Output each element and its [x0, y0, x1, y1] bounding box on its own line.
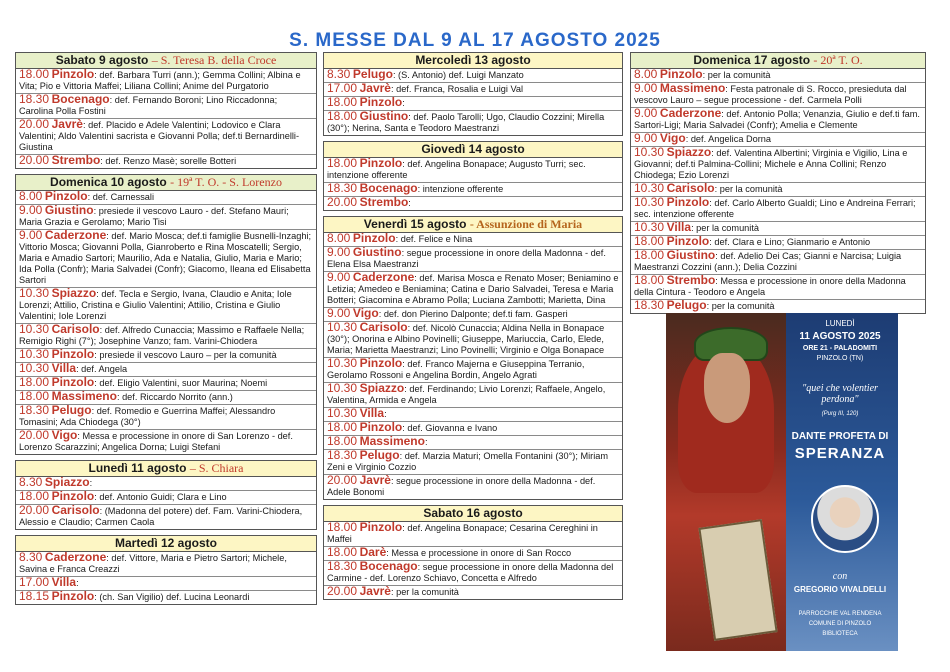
mass-intentions: def. Tecla e Sergio, Ivana, Claudio e Anita; Iole Lorenzi; Attilio, Cristina e Giulio Valentini; Attilio, Cristina e Giulio Valentini; Iole Lorenzi: [19, 289, 292, 321]
mass-intentions: def. Antonio Guidi; Clara e Lino: [99, 492, 227, 502]
mass-time: 10.30: [19, 322, 50, 336]
mass-place: Pinzolo: [51, 489, 95, 503]
mass-place: Caderzone: [659, 106, 722, 120]
mass-time: 18.00: [327, 156, 358, 170]
mass-time: 18.00: [19, 375, 50, 389]
poster-word: SPERANZA: [794, 445, 886, 462]
day-title: Lunedì 11 agosto: [88, 461, 187, 475]
mass-intentions: per la comunità: [719, 184, 783, 194]
mass-intentions: def. Romedio e Guerrina Maffei; Alessandro Tomasini; Ada Chiodega (30°): [19, 406, 276, 427]
mass-place: Javrè: [359, 584, 391, 598]
mass-place: Pinzolo: [666, 234, 710, 248]
mass-entry: 10.30 Villa: per la comunità: [631, 222, 925, 236]
mass-time: 10.30: [327, 381, 358, 395]
mass-time: 9.00: [19, 228, 43, 242]
day-feast: – S. Teresa B. della Croce: [151, 53, 277, 67]
mass-place: Strembo: [359, 195, 409, 209]
mass-intentions: segue processione in onore della Madonna del Carmine - def. Lorenzo Schiavo, Concetta e Alfredo: [327, 562, 614, 583]
mass-intentions: per la comunità: [711, 301, 775, 311]
mass-time: 18.00: [19, 489, 50, 503]
mass-place: Pinzolo: [359, 520, 403, 534]
mass-place: Villa: [51, 361, 77, 375]
mass-intentions: segue processione in onore della Madonna - def. Elena Elsa Maestranzi: [327, 248, 606, 269]
mass-intentions: def. don Pierino Dalponte; def.ti fam. Gasperi: [383, 309, 568, 319]
poster-place: PINZOLO (TN): [816, 355, 864, 362]
mass-entry: 18.30 Pelugo: per la comunità: [634, 298, 775, 312]
mass-place: Pelugo: [666, 298, 707, 312]
mass-place: Massimeno: [51, 389, 117, 403]
mass-place: Carisolo: [359, 320, 408, 334]
mass-entry: 10.30 Villa:: [324, 408, 622, 422]
mass-time: 18.00: [327, 520, 358, 534]
mass-entry: 8.00 Pinzolo: def. Carnessali: [16, 191, 316, 205]
mass-entry: 10.30 Carisolo: def. Nicolò Cunaccia; Aldina Nella in Bonapace (30°); Onorina e Albino Povinelli; Giuseppe, Mariuccia, Carlo, Elede, Maria; Marietta Maestranzi; Lino Povinelli; Virginio e Olga Bonapace: [324, 322, 622, 358]
mass-entry: 18.15 Pinzolo: (ch. San Vigilio) def. Lucina Leonardi: [19, 589, 250, 603]
mass-place: Caderzone: [44, 550, 107, 564]
day-feast: - 19ª T. O. - S. Lorenzo: [170, 175, 282, 189]
poster-ref: (Purg III, 120): [821, 411, 859, 417]
mass-entry: 18.00 Darè: Messa e processione in onore di San Rocco: [324, 547, 622, 561]
mass-intentions: def. Valentina Albertini; Virginia e Vigilio, Lina e Giovanni; def.ti Palmina-Collini; Michele e Anna Collini; Renzo Chiodega; Ezio Lorenzi: [634, 148, 908, 180]
mass-entry: 18.00 Massimeno: def. Riccardo Norrito (ann.): [16, 391, 316, 405]
mass-entry: 20.00 Javrè: per la comunità: [327, 584, 459, 598]
mass-place: Bocenago: [51, 92, 110, 106]
mass-entry: 18.00 Pinzolo: def. Barbara Turri (ann.); Gemma Collini; Albina e Vita; Pio e Vittoria Maffei; Liliana Collini; Anime del Purgatorio: [16, 69, 316, 94]
mass-place: Caderzone: [352, 270, 415, 284]
mass-time: 18.00: [327, 95, 358, 109]
mass-time: 18.15: [19, 589, 50, 603]
mass-place: Spiazzo: [51, 286, 97, 300]
mass-place: Bocenago: [359, 559, 418, 573]
day-box: [323, 52, 623, 136]
mass-entry: 10.30 Pinzolo: def. Franco Majerna e Giuseppina Terranio, Gerolamo Rossoni e Angelina Bordin, Angelo Agrati: [324, 358, 622, 383]
mass-time: 18.30: [19, 403, 50, 417]
day-title: Sabato 16 agosto: [423, 506, 523, 520]
mass-time: 18.00: [327, 545, 358, 559]
day-title: Martedì 12 agosto: [114, 536, 218, 550]
mass-intentions: def. Ferdinando; Livio Lorenzi; Raffaele, Angelo, Valentina, Armida e Angela: [327, 384, 606, 405]
mass-entry: 9.00 Vigo: def. don Pierino Dalponte; def.ti fam. Gasperi: [324, 308, 622, 322]
mass-entry: 20.00 Carisolo: (Madonna del potere) def. Fam. Varini-Chiodera, Alessio e Claudio; Carmen Caola: [19, 503, 303, 527]
mass-entry: 18.00 Pinzolo: def. Angelina Bonapace; Cesarina Cereghini in Maffei: [324, 522, 622, 547]
mass-intentions: def. Nicolò Cunaccia; Aldina Nella in Bonapace (30°); Onorina e Albino Povinelli; Giuseppe, Mariuccia, Carlo, Elede, Maria; Marietta Maestranzi; Lino Povinelli; Virginio e Olga Bonapace: [327, 323, 605, 355]
mass-time: 10.30: [634, 220, 665, 234]
mass-time: 18.30: [634, 298, 665, 312]
day-title: Domenica 17 agosto: [693, 53, 811, 67]
mass-time: 20.00: [19, 503, 50, 517]
mass-entry: 10.30 Carisolo: def. Alfredo Cunaccia; Massimo e Raffaele Nella; Remigio Righi (7°); Josephine Vanzo; fam. Varini-Chiodera: [16, 324, 316, 349]
mass-entry: 9.00 Giustino: segue processione in onore della Madonna - def. Elena Elsa Maestranzi: [324, 247, 622, 272]
mass-place: Bocenago: [359, 181, 418, 195]
mass-entry: 18.30 Bocenago: def. Fernando Boroni; Lino Riccadonna; Carolina Polla Fostini: [16, 94, 316, 119]
mass-time: 9.00: [327, 306, 351, 320]
mass-time: 20.00: [327, 584, 358, 598]
mass-place: Massimeno: [359, 434, 425, 448]
speaker-photo: [811, 485, 879, 553]
mass-time: 10.30: [327, 406, 358, 420]
mass-time: 20.00: [19, 117, 50, 131]
mass-time: 18.00: [327, 109, 358, 123]
mass-time: 10.30: [327, 356, 358, 370]
mass-intentions: Messa e processione in onore di San Rocco: [391, 548, 572, 558]
mass-entry: 9.00 Caderzone: def. Antonio Polla; Venanzia, Giulio e def.ti fam. Sartori-Ligi; Maria Salvadei (Confr); Amelia e Clemente: [631, 108, 925, 133]
mass-time: 18.30: [327, 559, 358, 573]
mass-intentions: def. Placido e Adele Valentini; Lodovico e Clara Valentini; Aldo Valentini sacrista e Giovanni Polla; def.ti Bernardinelli-Giustina: [19, 120, 300, 152]
mass-entry: 10.30 Pinzolo: def. Carlo Alberto Gualdi; Lino e Andreina Ferrari; sec. intenzione offerente: [631, 197, 925, 222]
mass-time: 10.30: [327, 320, 358, 334]
mass-entry: 20.00 Javrè: segue processione in onore della Madonna - def. Adele Bonomi: [327, 473, 596, 497]
mass-time: 18.00: [634, 273, 665, 287]
book-icon: [698, 519, 777, 641]
day-box: [323, 216, 623, 500]
mass-place: Giustino: [44, 203, 94, 217]
day-title: Giovedì 14 agosto: [421, 142, 525, 156]
mass-intentions: def. Alfredo Cunaccia; Massimo e Raffaele Nella; Remigio Righi (7°); Josephine Vanzo; fam. Varini-Chiodera: [19, 325, 305, 346]
mass-time: 9.00: [634, 131, 658, 145]
mass-intentions: segue processione in onore della Madonna - def. Adele Bonomi: [327, 476, 596, 497]
mass-entry: 18.00 Pinzolo: def. Antonio Guidi; Clara e Lino: [16, 491, 316, 505]
day-title: Mercoledì 13 agosto: [415, 53, 531, 67]
mass-intentions: def. Angelina Bonapace; Augusto Turri; sec. intenzione offerente: [327, 159, 586, 180]
mass-place: Spiazzo: [666, 145, 712, 159]
mass-place: Pinzolo: [51, 375, 95, 389]
mass-entry: 18.00 Pinzolo: def. Giovanna e Ivano: [324, 422, 622, 436]
poster-org1: PARROCCHIE VAL RENDENA: [798, 611, 882, 617]
mass-time: 18.00: [19, 67, 50, 81]
mass-place: Pinzolo: [666, 195, 710, 209]
mass-place: Giustino: [666, 248, 716, 262]
mass-entry: 10.30 Carisolo: per la comunità: [631, 183, 925, 197]
poster-org2: COMUNE DI PINZOLO: [808, 621, 872, 627]
mass-intentions: def. Marisa Mosca e Renato Moser; Beniamino e Letizia; Amedeo e Beniamina; Catina e Dario Salvadei, Teresa e Maria Botteri; Giacomina e Abramo Polla; Luciana Zambotti; Marietta, Dina: [327, 273, 619, 305]
mass-entry: 8.30 Caderzone: def. Vittore, Maria e Pietro Sartori; Michele, Savina e Franca Creazzi: [16, 552, 316, 577]
day-box: [323, 141, 623, 211]
mass-entry: 18.30 Bocenago: segue processione in onore della Madonna del Carmine - def. Lorenzo Schiavo, Concetta e Alfredo: [324, 561, 622, 586]
mass-place: Pinzolo: [352, 231, 396, 245]
day-box: [15, 174, 317, 455]
mass-time: 8.00: [634, 67, 658, 81]
mass-time: 18.00: [634, 248, 665, 262]
mass-intentions: Messa e processione in onore di San Lorenzo - def. Lorenzo Scarazzini; Angelica Dorna; Luigi Stefani: [19, 431, 293, 452]
mass-intentions: def. Carlo Alberto Gualdi; Lino e Andreina Ferrari; sec. intenzione offerente: [634, 198, 916, 219]
dante-portrait: [666, 313, 786, 651]
mass-intentions: def. Angelina Bonapace; Cesarina Cereghini in Maffei: [327, 523, 598, 544]
mass-entry: 18.00 Massimeno:: [324, 436, 622, 450]
mass-entry: 10.30 Spiazzo: def. Ferdinando; Livio Lorenzi; Raffaele, Angelo, Valentina, Armida e Angela: [324, 383, 622, 408]
mass-time: 10.30: [634, 181, 665, 195]
day-feast: – S. Chiara: [189, 461, 244, 475]
mass-time: 17.00: [19, 575, 50, 589]
mass-place: Pinzolo: [359, 95, 403, 109]
mass-place: Vigo: [352, 306, 379, 320]
mass-intentions: def. Felice e Nina: [400, 234, 473, 244]
mass-place: Massimeno: [659, 81, 726, 95]
mass-place: Vigo: [51, 428, 78, 442]
event-poster: [666, 313, 898, 651]
mass-place: Pinzolo: [51, 67, 95, 81]
day-title: Sabato 9 agosto: [55, 53, 149, 67]
mass-intentions: def. Franco Majerna e Giuseppina Terranio, Gerolamo Rossoni e Angelina Bordin, Angelo Agrati: [327, 359, 585, 380]
mass-entry: 10.30 Villa: def. Angela: [16, 363, 316, 377]
mass-place: Spiazzo: [44, 475, 90, 489]
mass-time: 18.00: [19, 389, 50, 403]
mass-entry: 9.00 Giustino: presiede il vescovo Lauro - def. Stefano Mauri; Maria Grazia e Gerolamo; Mario Tisi: [16, 205, 316, 230]
mass-intentions: def. Riccardo Norrito (ann.): [122, 392, 233, 402]
mass-intentions: def. Barbara Turri (ann.); Gemma Collini; Albina e Vita; Pio e Vittoria Maffei; Liliana Collini; Anime del Purgatorio: [19, 70, 301, 91]
mass-intentions: per la comunità: [696, 223, 759, 233]
day-box: [630, 52, 926, 314]
mass-time: 10.30: [19, 286, 50, 300]
mass-time: 18.30: [19, 92, 50, 106]
poster-time: ORE 21 - PALADOMITI: [802, 345, 878, 352]
mass-intentions: def. Angelica Dorna: [690, 134, 772, 144]
mass-time: 20.00: [19, 153, 50, 167]
day-feast: - Assunzione di Maria: [469, 217, 583, 231]
mass-intentions: def. Eligio Valentini, suor Maurina; Noemi: [99, 378, 268, 388]
mass-time: 10.30: [634, 145, 665, 159]
mass-place: Vigo: [659, 131, 686, 145]
poster-date: 11 AGOSTO 2025: [799, 331, 881, 342]
mass-time: 20.00: [19, 428, 50, 442]
poster-quote: "quei che volentier perdona": [802, 383, 878, 405]
mass-entry: 18.30 Pelugo: def. Marzia Maturi; Omella Fontanini (30°); Miriam Zeni e Virginio Cozzio: [324, 450, 622, 475]
mass-time: 18.30: [327, 448, 358, 462]
mass-place: Spiazzo: [359, 381, 405, 395]
mass-intentions: def. Vittore, Maria e Pietro Sartori; Michele, Savina e Franca Creazzi: [19, 553, 287, 574]
mass-time: 17.00: [327, 81, 358, 95]
day-title: Domenica 10 agosto: [50, 175, 167, 189]
mass-time: 9.00: [19, 203, 43, 217]
mass-intentions: def. Carnessali: [92, 192, 154, 202]
mass-place: Carisolo: [666, 181, 715, 195]
mass-place: Pinzolo: [659, 67, 703, 81]
mass-intentions: per la comunità: [396, 587, 459, 597]
mass-time: 9.00: [327, 245, 351, 259]
mass-place: Pinzolo: [51, 589, 95, 603]
column-1: [15, 52, 317, 610]
mass-intentions: def. Clara e Lino; Gianmario e Antonio: [714, 237, 871, 247]
mass-entry: 18.00 Giustino: def. Paolo Tarolli; Ugo, Claudio Cozzini; Mirella (30°); Nerina, Santa e Teodoro Maestranzi: [327, 109, 605, 133]
mass-place: Villa: [359, 406, 385, 420]
mass-time: 10.30: [19, 361, 50, 375]
mass-time: 18.00: [634, 234, 665, 248]
mass-entry: 18.00 Pinzolo: def. Angelina Bonapace; Augusto Turri; sec. intenzione offerente: [324, 158, 622, 183]
mass-intentions: def. Giovanna e Ivano: [407, 423, 498, 433]
mass-place: Pinzolo: [359, 156, 403, 170]
mass-place: Pinzolo: [359, 356, 403, 370]
mass-time: 20.00: [327, 473, 358, 487]
page-title: S. MESSE DAL 9 AL 17 AGOSTO 2025: [289, 30, 661, 51]
mass-place: Javrè: [51, 117, 83, 131]
mass-place: Darè: [359, 545, 387, 559]
mass-entry: 18.30 Bocenago: intenzione offerente: [324, 183, 622, 197]
day-feast: - 20ª T. O.: [813, 53, 863, 67]
mass-time: 10.30: [634, 195, 665, 209]
mass-intentions: def. Paolo Tarolli; Ugo, Claudio Cozzini; Mirella (30°); Nerina, Santa e Teodoro Maestranzi: [327, 112, 605, 133]
mass-intentions: def. Antonio Polla; Venanzia, Giulio e def.ti fam. Sartori-Ligi; Maria Salvadei (Confr); Amelia e Clemente: [634, 109, 920, 130]
mass-time: 8.00: [19, 189, 43, 203]
mass-intentions: presiede il vescovo Lauro - def. Stefano Mauri; Maria Grazia e Gerolamo; Mario Tisi: [19, 206, 289, 227]
poster-subtitle: DANTE PROFETA DI: [791, 431, 889, 442]
day-title: Venerdì 15 agosto: [363, 217, 467, 231]
mass-intentions: intenzione offerente: [422, 184, 504, 194]
mass-intentions: def. Renzo Masè; sorelle Botteri: [105, 156, 237, 166]
mass-time: 8.30: [19, 475, 43, 489]
mass-intentions: def. Franca, Rosalia e Luigi Val: [396, 84, 524, 94]
mass-entry: 10.30 Spiazzo: def. Tecla e Sergio, Ivana, Claudio e Anita; Iole Lorenzi; Attilio, Cristina e Giulio Valentini; Attilio, Cristina e Giulio Valentini; Iole Lorenzi: [16, 288, 316, 324]
mass-entry: 9.00 Caderzone: def. Marisa Mosca e Renato Moser; Beniamino e Letizia; Amedeo e Beniamina; Catina e Dario Salvadei, Teresa e Maria Botteri; Giacomina e Abramo Polla; Luciana Zambotti; Marietta, Dina: [324, 272, 622, 308]
mass-place: Villa: [666, 220, 692, 234]
mass-time: 20.00: [327, 195, 358, 209]
mass-place: Pelugo: [51, 403, 92, 417]
mass-intentions: Festa patronale di S. Rocco, presieduta dal vescovo Lauro – segue processione - def. Carmela Polli: [634, 84, 907, 105]
mass-time: 18.30: [327, 181, 358, 195]
mass-place: Strembo: [666, 273, 716, 287]
mass-time: 9.00: [634, 106, 658, 120]
poster-speaker: GREGORIO VIVALDELLI: [793, 585, 887, 594]
mass-place: Javrè: [359, 473, 391, 487]
mass-entry: 17.00 Javrè: def. Franca, Rosalia e Luigi Val: [324, 83, 622, 97]
mass-intentions: def. Adelio Dei Cas; Gianni e Narcisa; Luigia Maestranzi Cozzini (ann.); Delia Cozzini: [634, 251, 902, 272]
mass-time: 9.00: [634, 81, 658, 95]
mass-intentions: presiede il vescovo Lauro – per la comunità: [99, 350, 277, 360]
mass-entry: 8.00 Pinzolo: per la comunità: [631, 69, 925, 83]
day-box: [15, 535, 317, 605]
mass-place: Giustino: [352, 245, 402, 259]
mass-intentions: per la comunità: [707, 70, 771, 80]
poster-org3: BIBLIOTECA: [822, 631, 858, 637]
mass-entry: 18.00 Pinzolo: def. Clara e Lino; Gianmario e Antonio: [631, 236, 925, 250]
mass-entry: 18.00 Pinzolo: def. Eligio Valentini, suor Maurina; Noemi: [16, 377, 316, 391]
mass-entry: 8.00 Pinzolo: def. Felice e Nina: [324, 233, 622, 247]
mass-time: 8.30: [327, 67, 351, 81]
mass-place: Pelugo: [359, 448, 400, 462]
mass-place: Pinzolo: [51, 347, 95, 361]
mass-entry: 18.30 Pelugo: def. Romedio e Guerrina Maffei; Alessandro Tomasini; Ada Chiodega (30°): [16, 405, 316, 430]
mass-place: Pinzolo: [44, 189, 88, 203]
mass-time: 18.00: [327, 420, 358, 434]
mass-time: 10.30: [19, 347, 50, 361]
day-box: [323, 505, 623, 600]
mass-entry: 20.00 Strembo:: [327, 195, 411, 209]
mass-entry: 20.00 Vigo: Messa e processione in onore di San Lorenzo - def. Lorenzo Scarazzini; Angelica Dorna; Luigi Stefani: [19, 428, 293, 452]
mass-intentions: (Madonna del potere) def. Fam. Varini-Chiodera, Alessio e Claudio; Carmen Caola: [19, 506, 303, 527]
mass-time: 8.00: [327, 231, 351, 245]
mass-entry: 10.30 Spiazzo: def. Valentina Albertini; Virginia e Vigilio, Lina e Giovanni; def.ti Palmina-Collini; Michele e Anna Collini; Renzo Chiodega; Ezio Lorenzi: [631, 147, 925, 183]
mass-intentions: (ch. San Vigilio) def. Lucina Leonardi: [99, 592, 250, 602]
mass-place: Giustino: [359, 109, 409, 123]
mass-entry: 17.00 Villa:: [16, 577, 316, 591]
mass-entry: 8.30 Pelugo: (S. Antonio) def. Luigi Manzato: [324, 69, 622, 83]
column-3: [630, 52, 926, 319]
mass-entry: 18.00 Pinzolo:: [324, 97, 622, 111]
mass-entry: 18.00 Giustino: def. Adelio Dei Cas; Gianni e Narcisa; Luigia Maestranzi Cozzini (ann.); Delia Cozzini: [631, 250, 925, 275]
mass-entry: 9.00 Caderzone: def. Mario Mosca; def.ti famiglie Busnelli-Inzaghi; Vittorio Mosca; Giovanni Polla, Gianroberto e Rina Moscatelli; Sergio, Maria e Amadio Sartori; Maurilio, Ada e Natalia, Giulio, Maria e Mario; Ida Polla (Confr); Maria Salvadei (Confr); Giacomo, Ileana ed Elisabetta Sartori: [16, 230, 316, 288]
mass-place: Carisolo: [51, 503, 100, 517]
mass-place: Villa: [51, 575, 77, 589]
mass-place: Carisolo: [51, 322, 100, 336]
mass-time: 8.30: [19, 550, 43, 564]
mass-entry: 18.00 Strembo: Messa e processione in onore della Madonna della Cintura - Teodoro e Angela: [631, 275, 925, 300]
column-2: [323, 52, 623, 605]
mass-time: 9.00: [327, 270, 351, 284]
mass-entry: 20.00 Strembo: def. Renzo Masè; sorelle Botteri: [19, 153, 237, 167]
mass-place: Pelugo: [352, 67, 393, 81]
poster-con: con: [832, 571, 848, 582]
mass-entry: 9.00 Vigo: def. Angelica Dorna: [631, 133, 925, 147]
mass-intentions: def. Mario Mosca; def.ti famiglie Busnelli-Inzaghi; Vittorio Mosca; Giovanni Polla, Gianroberto e Rina Moscatelli; Sergio, Maria e Amadio Sartori; Maurilio, Ada e Natalia, Giulio, Maria e Mario; Ida Polla (Confr); Maria Salvadei (Confr); Giacomo, Ileana ed Elisabetta Sartori: [19, 231, 312, 285]
mass-entry: 10.30 Pinzolo: presiede il vescovo Lauro – per la comunità: [16, 349, 316, 363]
mass-intentions: def. Marzia Maturi; Omella Fontanini (30°); Miriam Zeni e Virginio Cozzio: [327, 451, 609, 472]
mass-entry: 20.00 Javrè: def. Placido e Adele Valentini; Lodovico e Clara Valentini; Aldo Valentini sacrista e Giovanni Polla; def.ti Bernardinelli-Giustina: [16, 119, 316, 155]
mass-time: 18.00: [327, 434, 358, 448]
day-box: [15, 460, 317, 530]
mass-place: Pinzolo: [359, 420, 403, 434]
mass-entry: 9.00 Massimeno: Festa patronale di S. Rocco, presieduta dal vescovo Lauro – segue processione - def. Carmela Polli: [631, 83, 925, 108]
mass-entry: 8.30 Spiazzo:: [16, 477, 316, 491]
day-box: [15, 52, 317, 169]
mass-place: Strembo: [51, 153, 101, 167]
mass-intentions: Messa e processione in onore della Madonna della Cintura - Teodoro e Angela: [634, 276, 906, 297]
mass-intentions: def. Fernando Boroni; Lino Riccadonna; Carolina Polla Fostini: [19, 95, 278, 116]
mass-place: Caderzone: [44, 228, 107, 242]
mass-intentions: def. Angela: [81, 364, 128, 374]
mass-intentions: (S. Antonio) def. Luigi Manzato: [398, 70, 524, 80]
mass-place: Javrè: [359, 81, 391, 95]
poster-day: LUNEDÌ: [825, 319, 855, 328]
